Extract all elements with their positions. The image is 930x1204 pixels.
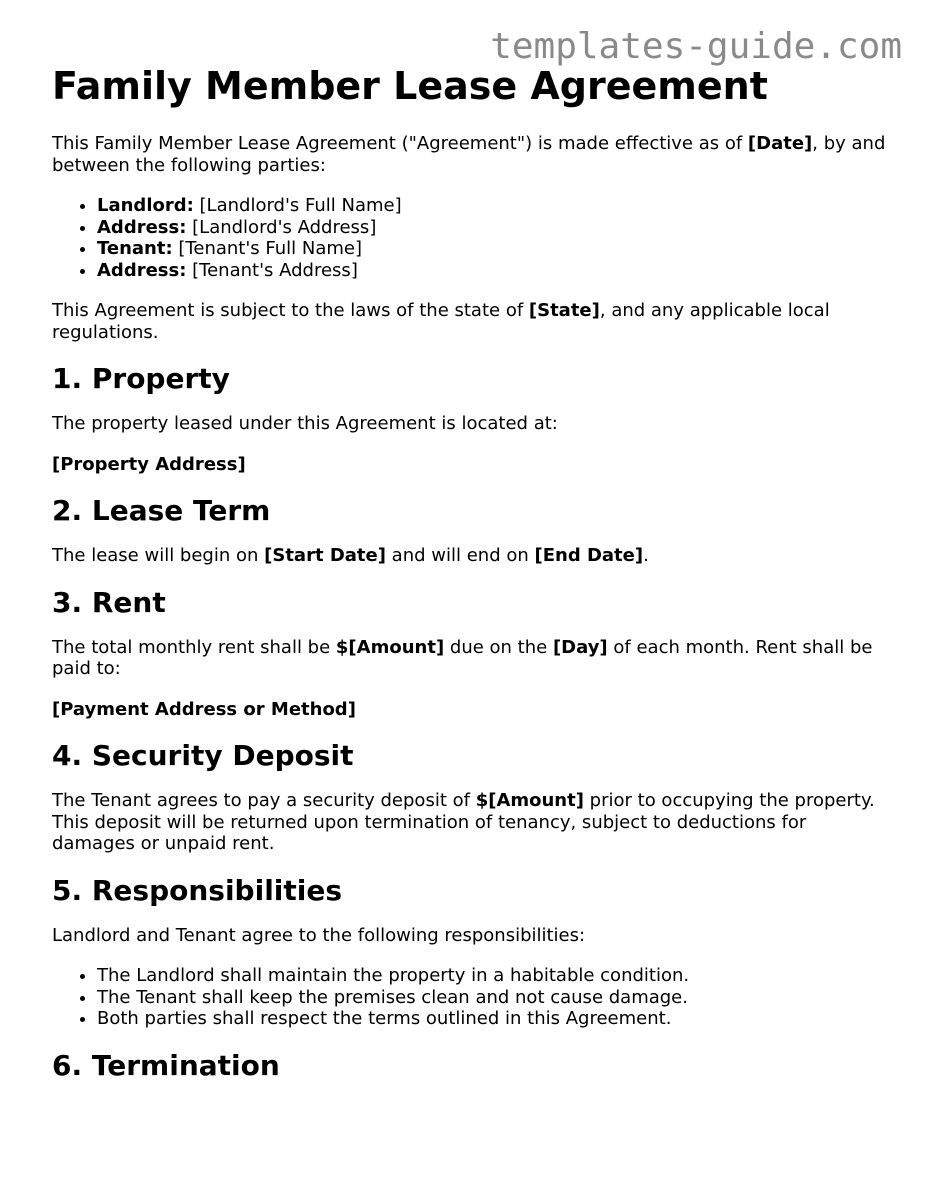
list-item [97,260,892,282]
deposit-amount-placeholder: $[Amount] [475,790,584,811]
deposit-after: prior to occupying the property. This deposit will be returned upon termination of tenancy, subject to deductions for damages or unpaid rent. [52,790,875,854]
list-item: • The Landlord shall maintain the property in a habitable condition. [97,965,892,987]
payment-method-paragraph [52,699,892,721]
section-heading-termination: 6. Termination [52,1048,280,1082]
governing-after: , and any applicable local regulations. [52,300,830,343]
intro-text-before: This Family Member Lease Agreement ("Agreement") is made effective as of [52,133,748,154]
section-heading-security-deposit: 4. Security Deposit [52,739,354,772]
section-heading-property: 1. Property [52,362,230,395]
lease-term-before: The lease will begin on [52,545,265,566]
party-label: Landlord: [97,195,194,216]
party-value: [Landlord's Full Name] [193,195,402,216]
parties-list [52,195,892,281]
list-item: • The Tenant shall keep the premises clean and not cause damage. [97,987,892,1009]
end-date-placeholder: [End Date] [534,545,644,566]
party-value: [Landlord's Address] [186,216,377,238]
responsibilities-list [52,965,892,1030]
deposit-paragraph [52,790,892,855]
document-title: Family Member Lease Agreement [52,64,768,108]
governing-before: This Agreement is subject to the laws of the state of [52,300,529,321]
start-date-placeholder: [Start Date] [264,545,386,566]
party-label: Address: [97,216,187,238]
party-label: Tenant: [97,238,173,259]
list-item [97,238,892,260]
state-placeholder: [State] [528,300,600,321]
rent-paragraph [52,637,892,680]
rent-day-placeholder: [Day] [552,636,608,658]
lease-term-after: . [643,545,649,566]
rent-after: of each month. Rent shall be paid to: [52,636,873,679]
payment-method-placeholder: [Payment Address or Method] [52,698,356,720]
lease-term-paragraph [52,545,892,567]
list-item [97,217,892,239]
intro-text-after: , by and between the following parties: [52,133,886,176]
party-label: Address: [97,259,187,281]
party-value: [Tenant's Full Name] [172,238,363,259]
list-item: • Both parties shall respect the terms outlined in this Agreement. [97,1008,892,1030]
rent-middle: due on the [444,636,553,658]
section-heading-responsibilities: 5. Responsibilities [52,873,343,907]
property-address: [Property Address] [52,453,246,475]
list-item [97,195,892,217]
date-placeholder: [Date] [747,133,813,154]
lease-term-middle: and will end on [385,545,535,566]
watermark-text: templates-guide.com [490,26,902,67]
document-body [52,133,892,1100]
responsibilities-intro: Landlord and Tenant agree to the following responsibilities: [52,924,586,946]
property-text: The property leased under this Agreement is located at: [52,413,558,434]
section-heading-rent: 3. Rent [52,585,166,619]
section-heading-lease-term: 2. Lease Term [52,494,271,527]
rent-amount-placeholder: $[Amount] [335,636,445,658]
governing-law-paragraph [52,300,892,343]
rent-before: The total monthly rent shall be [52,636,336,658]
property-address-paragraph [52,454,892,476]
intro-paragraph [52,133,892,176]
party-value: [Tenant's Address] [186,259,358,281]
deposit-before: The Tenant agrees to pay a security deposit of [52,790,476,811]
